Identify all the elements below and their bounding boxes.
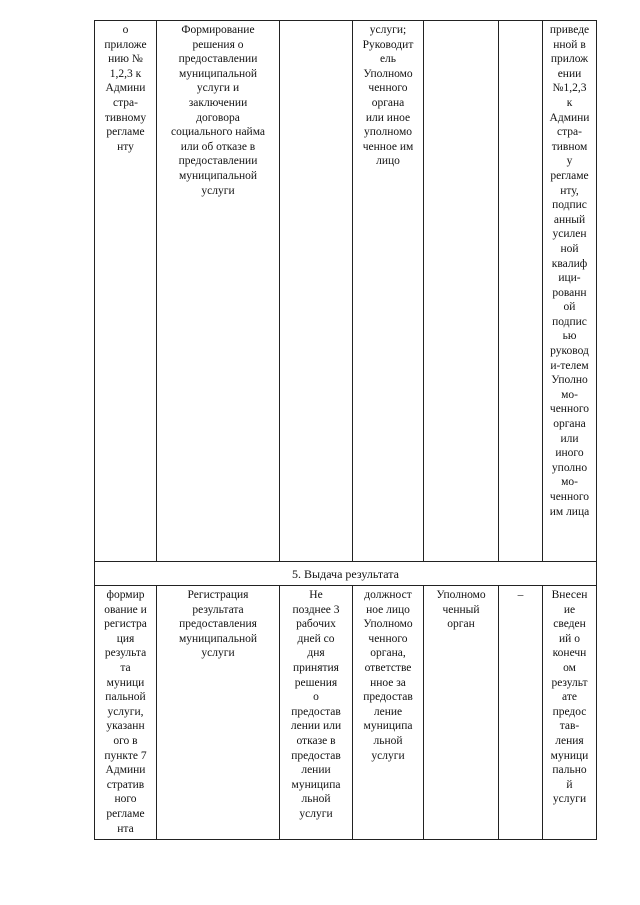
table-row (95, 21, 597, 562)
section-row (95, 562, 597, 586)
section-title: 5. Выдача результата (95, 562, 597, 586)
cell-text: формир ование и регистра ция результа та муници пальной услуги, указанн ого в пункте 7 Админи стратив ного регламе нта (104, 589, 147, 835)
table-cell (499, 586, 543, 840)
table-cell (280, 586, 353, 840)
cell-text: Формирование решения о предоставлении муниципальной услуги и заключении договора социального найма или об отказе в предоставлении муниципальной услуги (170, 24, 266, 197)
table-cell (353, 586, 424, 840)
cell-text: – (517, 589, 524, 601)
table-cell (95, 21, 157, 562)
table-cell (499, 21, 543, 562)
cell-text: Не позднее 3 рабочих дней со дня принятия решения о предостав лении или отказе в предостав лении муниципа льной услуги (290, 589, 342, 820)
cell-text: должност ное лицо Уполномо ченного органа, ответстве нное за предостав ление муниципа льной услуги (363, 589, 413, 762)
cell-text: Внесен ие сведен ий о конечн ом результ ате предос тав- ления муници пально й услуги (550, 589, 589, 806)
cell-text: услуги; Руководит ель Уполномо ченного органа или иное уполномо ченное им лицо (362, 24, 414, 168)
table-cell (543, 586, 597, 840)
table-cell (424, 21, 499, 562)
cell-text: Уполномо ченный орган (436, 589, 486, 631)
cell-text: приведе нной в прилож ении №1,2,3 к Админи стра- тивном у регламе нту, подпис анный усилен ной квалиф ици- рованн ой подпис ью руковод и-телем Уполно мо- ченного органа или иного уполно мо- ченного им лица (549, 24, 590, 518)
table-cell (157, 586, 280, 840)
table-cell (353, 21, 424, 562)
table-cell (280, 21, 353, 562)
cell-text: Регистрация результата предоставления муниципальной услуги (178, 589, 258, 660)
table-cell (424, 586, 499, 840)
table-cell (543, 21, 597, 562)
cell-text: о приложе нию № 1,2,3 к Админи стра- тивному регламе нту (104, 24, 147, 153)
table-row (95, 586, 597, 840)
table-cell (95, 586, 157, 840)
procedure-table (94, 20, 597, 840)
table-cell (157, 21, 280, 562)
